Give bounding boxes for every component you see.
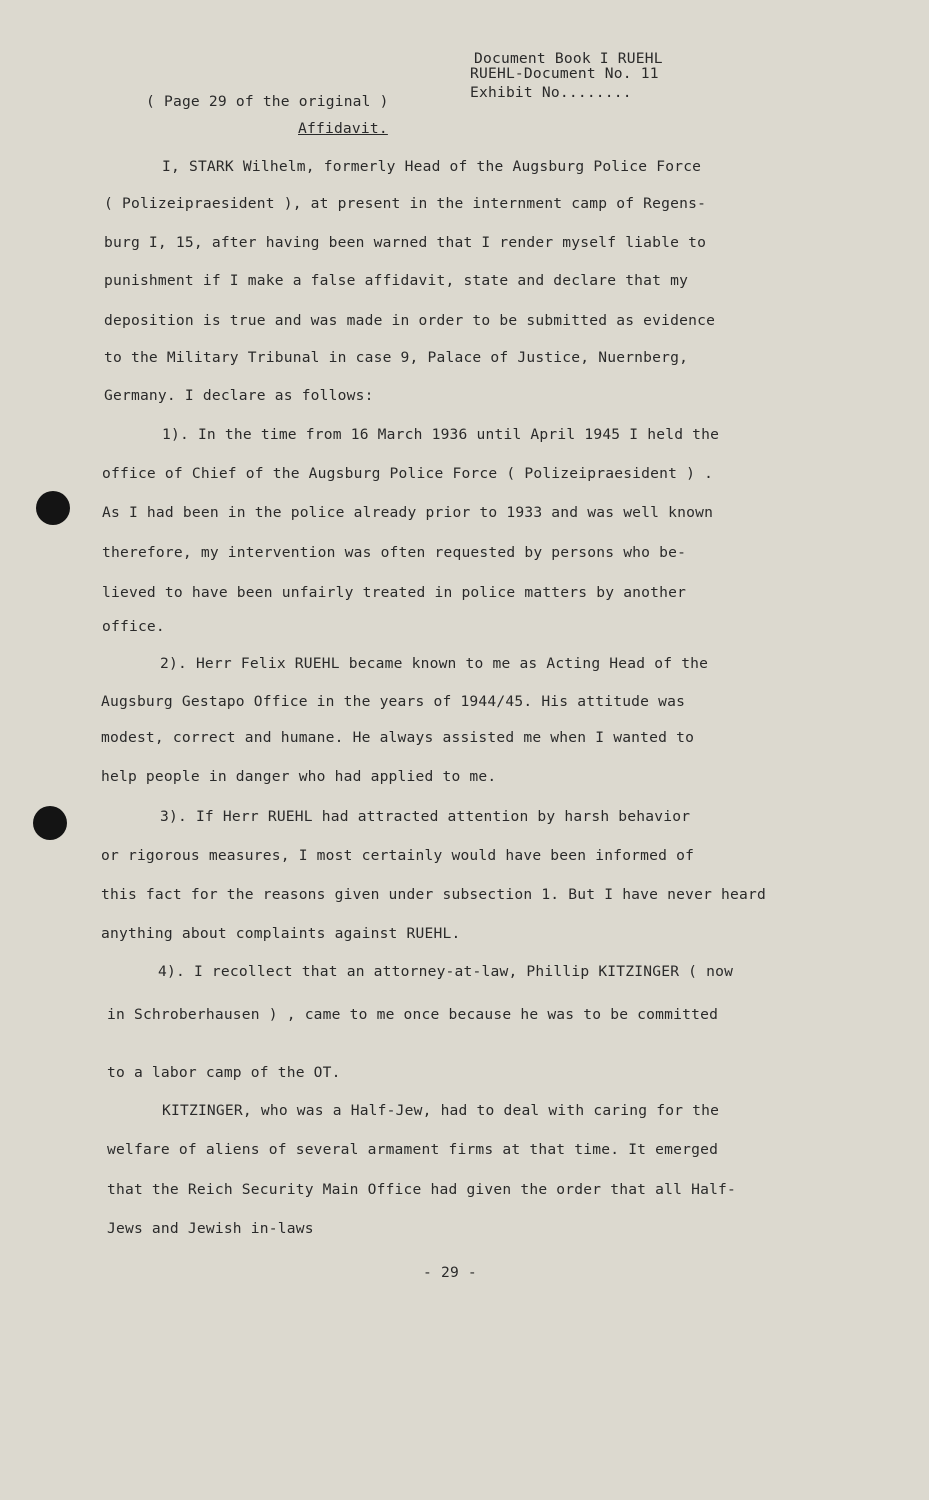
body-line: lieved to have been unfairly treated in police matters by another <box>102 584 687 601</box>
body-line: Jews and Jewish in-laws <box>107 1220 314 1237</box>
document-title: Affidavit. <box>298 120 388 137</box>
page-number: - 29 - <box>423 1264 477 1281</box>
body-line: burg I, 15, after having been warned that I render myself liable to <box>104 234 707 251</box>
body-line: Augsburg Gestapo Office in the years of 1944/45. His attitude was <box>101 693 686 710</box>
body-line: modest, correct and humane. He always assisted me when I wanted to <box>101 729 695 746</box>
doc-book-label: Document Book I RUEHL <box>474 50 663 67</box>
body-line: welfare of aliens of several armament firms at that time. It emerged <box>107 1141 719 1158</box>
body-line: or rigorous measures, I most certainly would have been informed of <box>101 847 695 864</box>
body-line: 1). In the time from 16 March 1936 until April 1945 I held the <box>162 426 720 443</box>
page-reference: ( Page 29 of the original ) <box>146 93 389 110</box>
body-line: office. <box>102 618 165 635</box>
body-line: that the Reich Security Main Office had given the order that all Half- <box>107 1181 737 1198</box>
punch-hole-top <box>36 491 70 525</box>
body-line: help people in danger who had applied to me. <box>101 768 497 785</box>
body-line: this fact for the reasons given under subsection 1. But I have never heard <box>101 886 766 903</box>
exhibit-label: Exhibit No........ <box>470 84 632 101</box>
body-line: punishment if I make a false affidavit, state and declare that my <box>104 272 689 289</box>
body-line: 3). If Herr RUEHL had attracted attention by harsh behavior <box>160 808 691 825</box>
body-line: Germany. I declare as follows: <box>104 387 374 404</box>
body-line: KITZINGER, who was a Half-Jew, had to deal with caring for the <box>162 1102 720 1119</box>
body-line: office of Chief of the Augsburg Police Force ( Polizeipraesident ) . <box>102 465 714 482</box>
body-line: 4). I recollect that an attorney-at-law, Phillip KITZINGER ( now <box>158 963 734 980</box>
body-line: deposition is true and was made in order to be submitted as evidence <box>104 312 716 329</box>
body-line: anything about complaints against RUEHL. <box>101 925 461 942</box>
body-line: to a labor camp of the OT. <box>107 1064 341 1081</box>
body-line: ( Polizeipraesident ), at present in the internment camp of Regens- <box>104 195 707 212</box>
body-line: therefore, my intervention was often requested by persons who be- <box>102 544 687 561</box>
punch-hole-bottom <box>33 806 67 840</box>
body-line: to the Military Tribunal in case 9, Palace of Justice, Nuernberg, <box>104 349 689 366</box>
body-line: I, STARK Wilhelm, formerly Head of the Augsburg Police Force <box>162 158 702 175</box>
body-line: As I had been in the police already prior to 1933 and was well known <box>102 504 714 521</box>
body-line: in Schroberhausen ) , came to me once because he was to be committed <box>107 1006 719 1023</box>
doc-number-label: RUEHL-Document No. 11 <box>470 65 659 82</box>
body-line: 2). Herr Felix RUEHL became known to me as Acting Head of the <box>160 655 709 672</box>
